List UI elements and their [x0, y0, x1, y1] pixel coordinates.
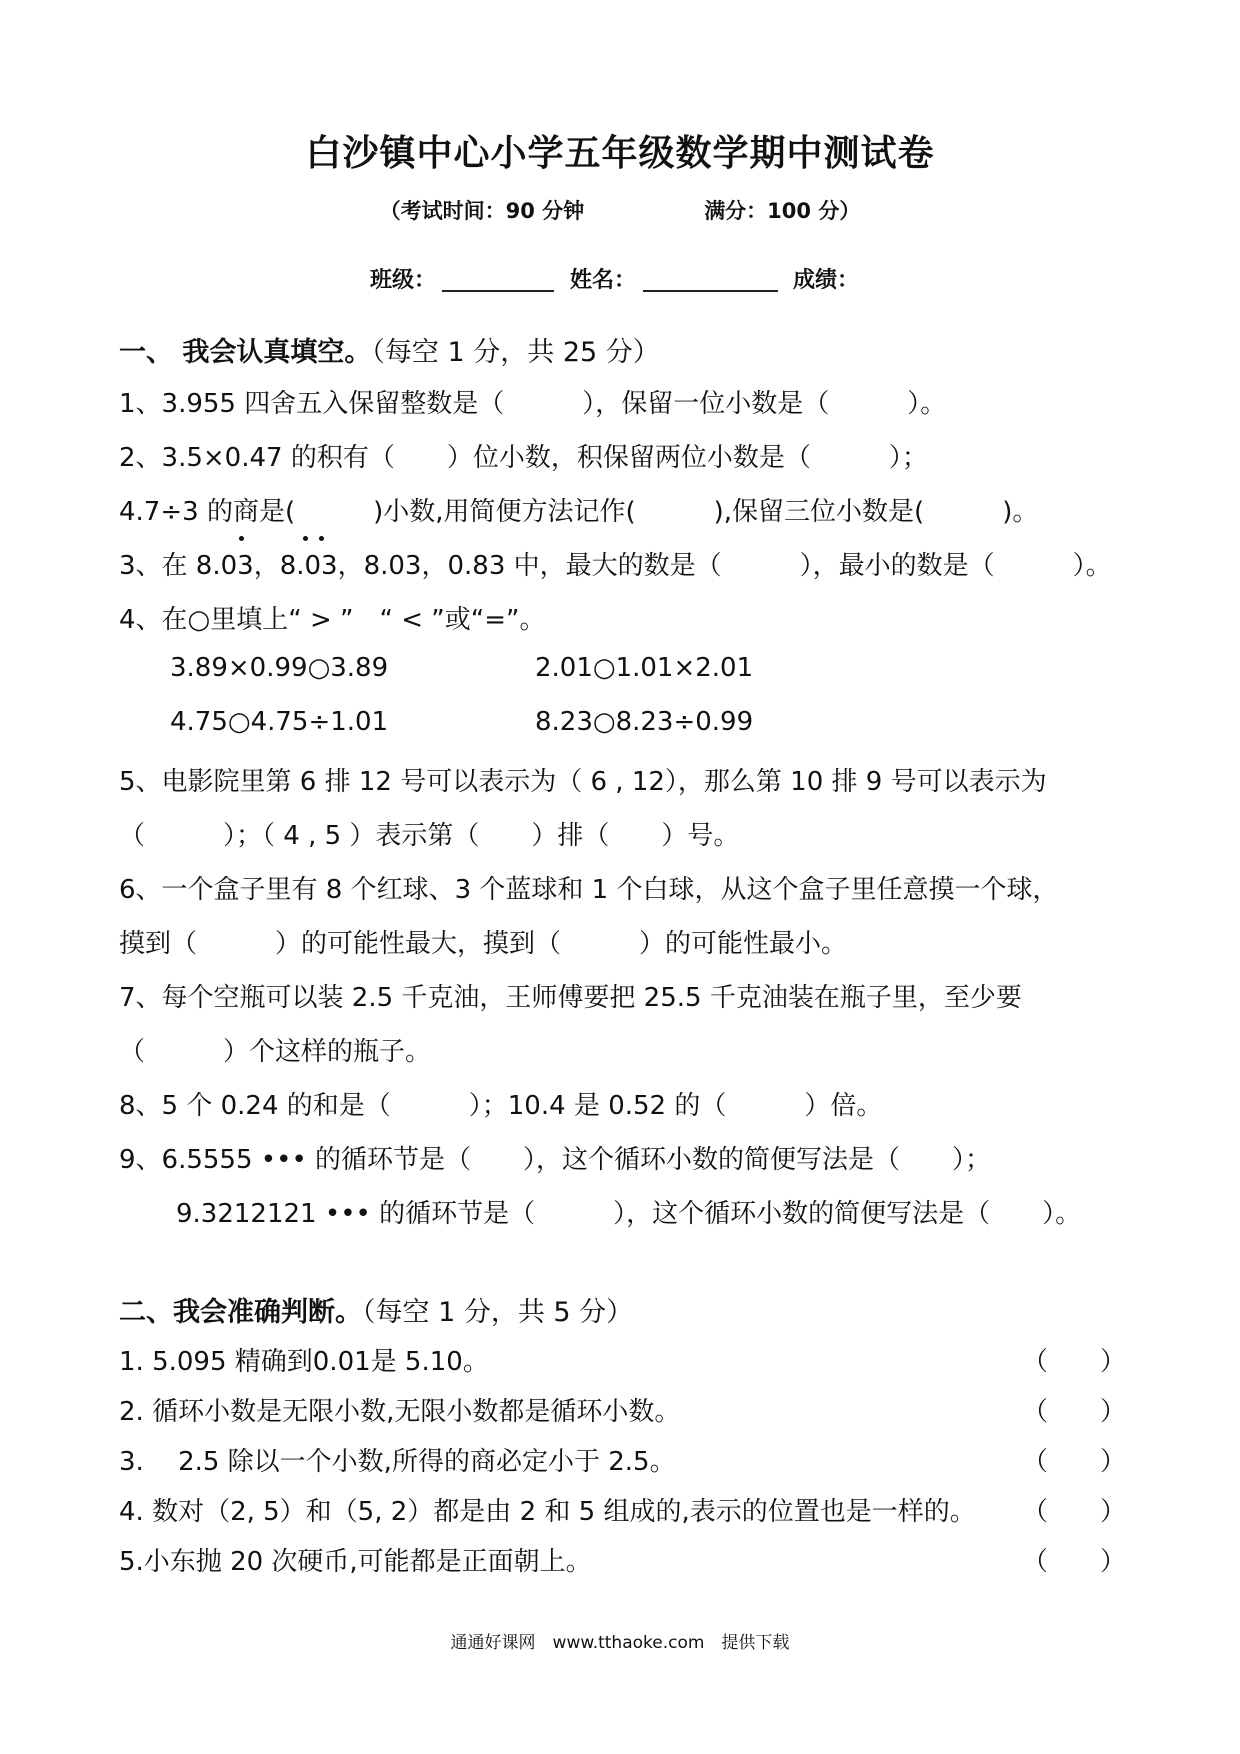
- question-9a: 9、6.5555 ••• 的循环节是（ ），这个循环小数的简便写法是（ ）；: [119, 1145, 992, 1175]
- repeat-dot: [239, 536, 244, 541]
- question-1: 1、3.955 四舍五入保留整数是（ ），保留一位小数是（ ）。: [119, 389, 947, 419]
- question-3: 3、在 8.03，8.03，8.03，0.83 中，最大的数是（ ），最小的数是（ ）。: [119, 551, 1112, 581]
- judge-item-3: 3. 2.5 除以一个小数,所得的商必定小于 2.5。: [119, 1447, 676, 1477]
- question-9b: 9.3212121 ••• 的循环节是（ ），这个循环小数的简便写法是（ ）。: [176, 1199, 1082, 1229]
- section-2-title: 二、我会准确判断。: [119, 1297, 362, 1328]
- question-7b: （ ）个这样的瓶子。: [119, 1037, 432, 1067]
- section-1-note: （每空 1 分，共 25 分）: [371, 337, 660, 368]
- exam-time: （考试时间：90 分钟: [379, 199, 585, 223]
- page-title: 白沙镇中心小学五年级数学期中测试卷: [305, 133, 935, 174]
- exam-info: [0, 195, 1240, 225]
- section-1-title: 一、 我会认真填空。: [119, 337, 372, 368]
- question-5b: （ ）；（ 4 , 5 ）表示第（ ）排（ ）号。: [119, 821, 740, 851]
- exam-full-score: 满分：100 分）: [704, 199, 861, 223]
- class-blank[interactable]: [442, 264, 554, 292]
- answer-paren-4[interactable]: （ ）: [1022, 1497, 1127, 1527]
- answer-paren-2[interactable]: （ ）: [1022, 1397, 1127, 1427]
- question-4-item-1: 3.89×0.99○3.89: [170, 653, 389, 683]
- repeat-dot: [319, 536, 324, 541]
- repeat-dot: [303, 536, 308, 541]
- question-2a: 2、3.5×0.47 的积有（ ）位小数，积保留两位小数是（ ）；: [119, 443, 928, 473]
- question-4-item-4: 8.23○8.23÷0.99: [535, 707, 754, 737]
- judge-item-5: 5.小东抛 20 次硬币,可能都是正面朝上。: [119, 1547, 592, 1577]
- judge-item-1: 1. 5.095 精确到0.01是 5.10。: [119, 1347, 489, 1377]
- question-5a: 5、电影院里第 6 排 12 号可以表示为（ 6 , 12），那么第 10 排 9 号可以表示为: [119, 767, 1047, 797]
- score-label: 成绩：: [793, 268, 860, 293]
- question-6a: 6、一个盒子里有 8 个红球、3 个蓝球和 1 个白球，从这个盒子里任意摸一个球，: [119, 875, 1059, 905]
- section-2-heading: [119, 1290, 633, 1329]
- question-2b: 4.7÷3 的商是( )小数,用简便方法记作( ),保留三位小数是( )。: [119, 497, 1039, 527]
- question-8: 8、5 个 0.24 的和是（ ）；10.4 是 0.52 的（ ）倍。: [119, 1091, 883, 1121]
- answer-paren-3[interactable]: （ ）: [1022, 1447, 1127, 1477]
- judge-item-4: 4. 数对（2, 5）和（5, 2）都是由 2 和 5 组成的,表示的位置也是一样的。: [119, 1497, 976, 1527]
- section-1-heading: [119, 330, 660, 369]
- question-7a: 7、每个空瓶可以装 2.5 千克油，王师傅要把 25.5 千克油装在瓶子里，至少要: [119, 983, 1022, 1013]
- answer-paren-1[interactable]: （ ）: [1022, 1347, 1127, 1377]
- question-4-item-3: 4.75○4.75÷1.01: [170, 707, 389, 737]
- answer-paren-5[interactable]: （ ）: [1022, 1547, 1127, 1577]
- section-2-note: （每空 1 分，共 5 分）: [362, 1297, 634, 1328]
- footer-credit: 通通好课网 www.tthaoke.com 提供下载: [450, 1633, 790, 1653]
- name-label: 姓名：: [570, 268, 637, 293]
- question-6b: 摸到（ ）的可能性最大，摸到（ ）的可能性最小。: [119, 929, 848, 959]
- question-4-item-2: 2.01○1.01×2.01: [535, 653, 754, 683]
- judge-item-2: 2. 循环小数是无限小数,无限小数都是循环小数。: [119, 1397, 681, 1427]
- class-label: 班级：: [370, 268, 437, 293]
- question-4: 4、在○里填上“ > ” “ < ”或“=”。: [119, 605, 546, 635]
- name-blank[interactable]: [643, 264, 778, 292]
